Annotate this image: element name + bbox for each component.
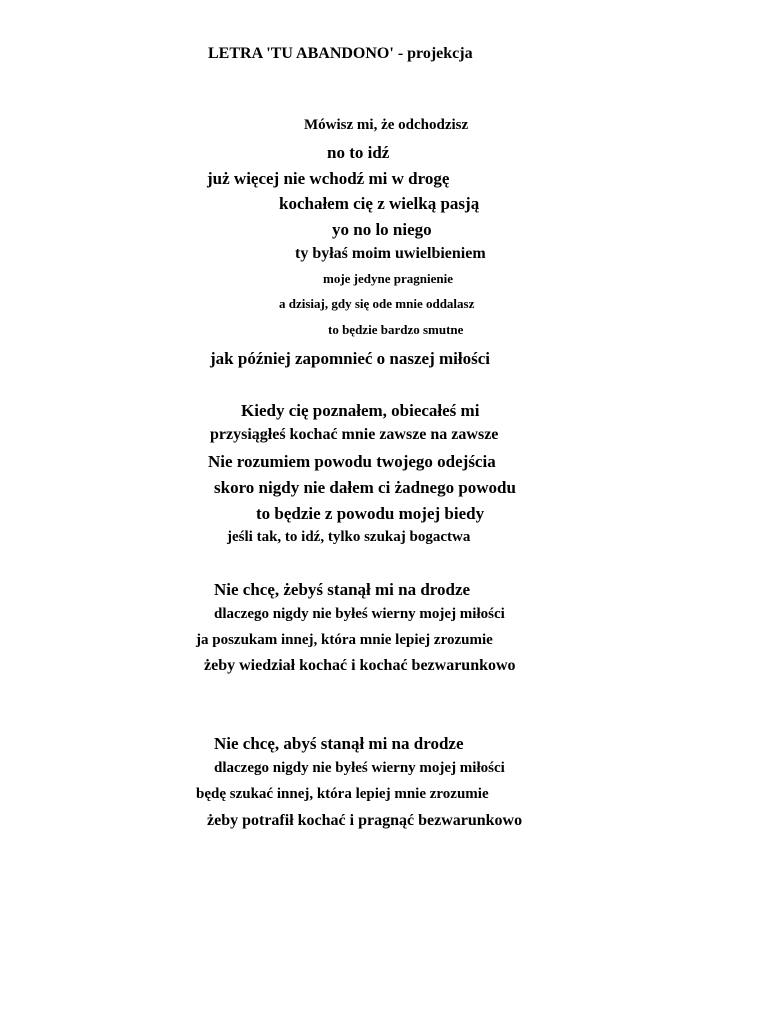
lyric-line: kochałem cię z wielką pasją (279, 194, 480, 213)
lyric-line: to będzie bardzo smutne (328, 322, 464, 337)
lyric-line: jak później zapomnieć o naszej miłości (210, 349, 490, 368)
lyric-line: już więcej nie wchodź mi w drogę (207, 169, 450, 188)
lyric-line: ja poszukam innej, która mnie lepiej zrozumie (196, 632, 493, 648)
lyric-line: dlaczego nigdy nie byłeś wierny mojej miłości (214, 760, 505, 776)
lyric-line: yo no lo niego (332, 220, 432, 239)
lyric-line: moje jedyne pragnienie (323, 271, 453, 286)
lyric-line: ty byłaś moim uwielbieniem (295, 245, 486, 262)
lyric-line: Nie chcę, abyś stanął mi na drodze (214, 734, 464, 753)
lyric-line: Nie chcę, żebyś stanął mi na drodze (214, 580, 471, 599)
lyric-line: skoro nigdy nie dałem ci żadnego powodu (214, 478, 516, 497)
lyric-line: żeby wiedział kochać i kochać bezwarunkowo (204, 657, 516, 674)
lyric-line: Nie rozumiem powodu twojego odejścia (208, 452, 496, 471)
lyric-line: będę szukać innej, która lepiej mnie zrozumie (196, 786, 489, 802)
lyric-line: żeby potrafił kochać i pragnąć bezwarunkowo (207, 812, 523, 829)
lyric-line: Mówisz mi, że odchodzisz (304, 117, 469, 133)
lyric-line: dlaczego nigdy nie byłeś wierny mojej miłości (214, 606, 505, 622)
lyric-line: jeśli tak, to idź, tylko szukaj bogactwa (227, 529, 471, 545)
lyric-line: no to idź (327, 143, 390, 162)
lyric-line: Kiedy cię poznałem, obiecałeś mi (241, 401, 480, 420)
lyric-line: to będzie z powodu mojej biedy (256, 504, 485, 523)
lyric-line: a dzisiaj, gdy się ode mnie oddalasz (279, 296, 475, 311)
lyric-line: przysiągłeś kochać mnie zawsze na zawsze (210, 426, 499, 443)
document-title: LETRA 'TU ABANDONO' - projekcja (208, 45, 473, 62)
